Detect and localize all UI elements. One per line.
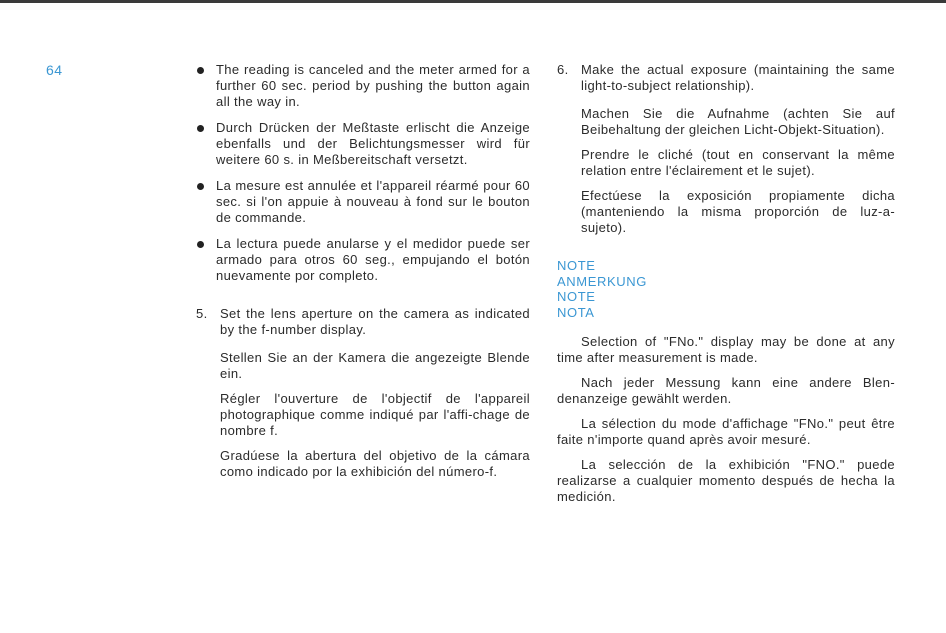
bullet-text-de: Durch Drücken der Meßtaste erlischt die Anzeige ebenfalls und der Belichtungsmesser wird für weitere 60 s. in Meßbereitschaft versetzt. [216,120,530,167]
note-text-es: La selección de la exhibición "FNO." puede realizarse a cualquier momento después de hecha la medición. [557,457,895,504]
right-column [557,62,895,514]
note-body [557,334,895,505]
step-5-text-de: Stellen Sie an der Kamera die angezeigte Blende ein. [220,350,530,381]
step-6-number: 6. [557,62,569,77]
step-5-text-fr: Régler l'ouverture de l'objectif de l'appareil photographique comme indiqué par l'affi-chage de nombre f. [220,391,530,438]
bullet-dot-icon [197,125,204,132]
step-5-number: 5. [196,306,208,321]
note-text-de: Nach jeder Messung kann eine andere Blen-denanzeige gewählt werden. [557,375,895,406]
bullet-dot-icon [197,183,204,190]
bullet-item-en [196,62,530,110]
step-5 [196,306,530,480]
note-text-fr: La sélection du mode d'affichage "FNo." peut être faite n'importe quand après avoir mesuré. [557,416,895,447]
step-6-text-fr: Prendre le cliché (tout en conservant la même relation entre l'éclairement et le sujet). [581,147,895,178]
note-heading-fr: NOTE [557,289,596,304]
step-6-text-de: Machen Sie die Aufnahme (achten Sie auf Beibehaltung der gleichen Licht-Objekt-Situation). [581,106,895,137]
left-column [196,62,530,489]
step-6-text-es: Efectúese la exposición propiamente dicha (manteniendo la misma proporción de luz-a-sujeto). [581,188,895,235]
page-number: 64 [46,62,63,78]
step-6 [557,62,895,236]
bullet-item-de [196,120,530,168]
bullet-text-fr: La mesure est annulée et l'appareil réarmé pour 60 sec. si l'on appuie à nouveau à fond sur le bouton de commande. [216,178,530,225]
bullet-dot-icon [197,67,204,74]
step-5-text-es: Gradúese la abertura del objetivo de la cámara como indicado por la exhibición del número-f. [220,448,530,479]
note-heading-es: NOTA [557,304,595,320]
step-6-text-en: Make the actual exposure (maintaining the same light-to-subject relationship). [581,62,895,93]
top-border-rule [0,0,946,3]
bullet-text-en: The reading is canceled and the meter armed for a further 60 sec. period by pushing the button again all the way in. [216,62,530,109]
bullet-dot-icon [197,241,204,248]
note-text-en: Selection of "FNo." display may be done at any time after measurement is made. [557,334,895,365]
step-5-text-en: Set the lens aperture on the camera as indicated by the f-number display. [220,306,530,337]
bullet-item-fr [196,178,530,226]
note-heading-en: NOTE [557,258,596,273]
bullet-text-es: La lectura puede anularse y el medidor puede ser armado para otros 60 seg., empujando el botón nuevamente por completo. [216,236,530,283]
bullet-item-es [196,236,530,284]
note-headings [557,258,895,320]
note-heading-de: ANMERKUNG [557,273,647,289]
